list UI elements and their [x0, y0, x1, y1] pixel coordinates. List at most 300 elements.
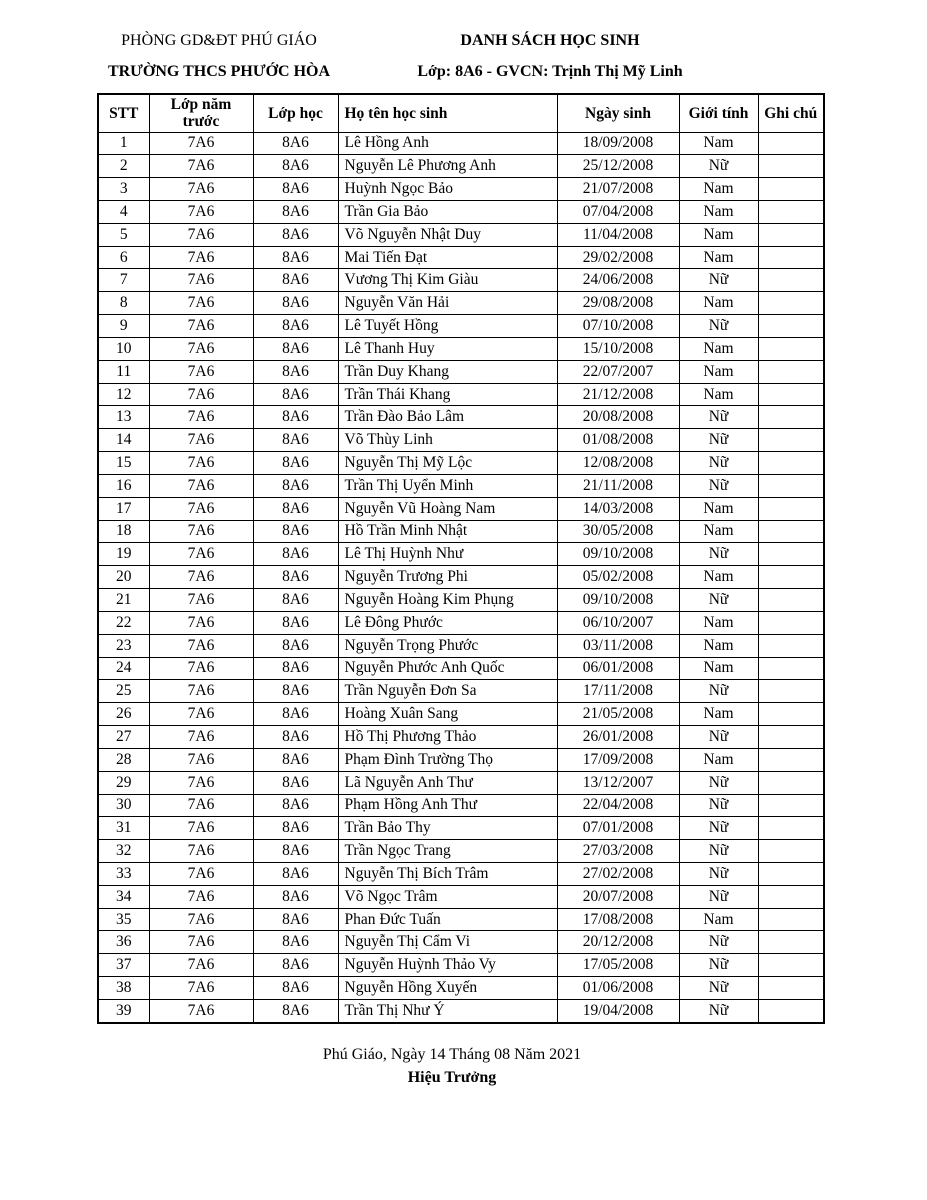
- cell-r23-c2: 8A6: [253, 634, 338, 657]
- cell-r21-c4: 09/10/2008: [557, 589, 679, 612]
- cell-r11-c1: 7A6: [149, 360, 253, 383]
- cell-r3-c5: Nam: [679, 178, 758, 201]
- cell-r23-c3: Nguyễn Trọng Phước: [338, 634, 557, 657]
- footer-signer: Hiệu Trưởng: [407, 1069, 497, 1086]
- cell-r18-c1: 7A6: [149, 520, 253, 543]
- cell-r8-c2: 8A6: [253, 292, 338, 315]
- column-header-5: Giới tính: [679, 94, 758, 132]
- cell-r6-c3: Mai Tiến Đạt: [338, 246, 557, 269]
- cell-r29-c6: [758, 771, 824, 794]
- cell-r1-c5: Nam: [679, 132, 758, 155]
- table-row: [98, 315, 824, 338]
- cell-r37-c1: 7A6: [149, 954, 253, 977]
- cell-r23-c0: 23: [98, 634, 149, 657]
- cell-r35-c6: [758, 908, 824, 931]
- cell-r8-c1: 7A6: [149, 292, 253, 315]
- cell-r10-c1: 7A6: [149, 337, 253, 360]
- cell-r23-c5: Nam: [679, 634, 758, 657]
- cell-r18-c6: [758, 520, 824, 543]
- table-row: [98, 908, 824, 931]
- cell-r4-c5: Nam: [679, 200, 758, 223]
- cell-r6-c5: Nam: [679, 246, 758, 269]
- table-row: [98, 383, 824, 406]
- cell-r27-c2: 8A6: [253, 726, 338, 749]
- cell-r11-c0: 11: [98, 360, 149, 383]
- cell-r24-c0: 24: [98, 657, 149, 680]
- cell-r5-c2: 8A6: [253, 223, 338, 246]
- cell-r6-c1: 7A6: [149, 246, 253, 269]
- table-row: [98, 863, 824, 886]
- cell-r24-c2: 8A6: [253, 657, 338, 680]
- header-right-block: [340, 32, 760, 81]
- cell-r13-c1: 7A6: [149, 406, 253, 429]
- cell-r19-c5: Nữ: [679, 543, 758, 566]
- cell-r12-c5: Nam: [679, 383, 758, 406]
- cell-r2-c6: [758, 155, 824, 178]
- cell-r32-c0: 32: [98, 840, 149, 863]
- cell-r24-c5: Nam: [679, 657, 758, 680]
- cell-r26-c4: 21/05/2008: [557, 703, 679, 726]
- cell-r39-c0: 39: [98, 999, 149, 1023]
- cell-r15-c4: 12/08/2008: [557, 452, 679, 475]
- table-row: [98, 999, 824, 1023]
- cell-r3-c2: 8A6: [253, 178, 338, 201]
- table-row: [98, 543, 824, 566]
- cell-r29-c0: 29: [98, 771, 149, 794]
- cell-r25-c3: Trần Nguyễn Đơn Sa: [338, 680, 557, 703]
- cell-r22-c3: Lê Đông Phước: [338, 611, 557, 634]
- cell-r25-c0: 25: [98, 680, 149, 703]
- header-left-block: [104, 32, 334, 81]
- cell-r32-c2: 8A6: [253, 840, 338, 863]
- table-row: [98, 840, 824, 863]
- cell-r8-c4: 29/08/2008: [557, 292, 679, 315]
- cell-r11-c5: Nam: [679, 360, 758, 383]
- cell-r9-c5: Nữ: [679, 315, 758, 338]
- cell-r38-c4: 01/06/2008: [557, 977, 679, 1000]
- cell-r34-c2: 8A6: [253, 885, 338, 908]
- cell-r32-c4: 27/03/2008: [557, 840, 679, 863]
- cell-r4-c1: 7A6: [149, 200, 253, 223]
- table-row: [98, 931, 824, 954]
- cell-r24-c4: 06/01/2008: [557, 657, 679, 680]
- cell-r10-c6: [758, 337, 824, 360]
- table-row: [98, 200, 824, 223]
- cell-r5-c0: 5: [98, 223, 149, 246]
- cell-r25-c2: 8A6: [253, 680, 338, 703]
- cell-r12-c3: Trần Thái Khang: [338, 383, 557, 406]
- cell-r38-c3: Nguyễn Hồng Xuyến: [338, 977, 557, 1000]
- cell-r21-c1: 7A6: [149, 589, 253, 612]
- cell-r22-c6: [758, 611, 824, 634]
- cell-r36-c0: 36: [98, 931, 149, 954]
- cell-r36-c5: Nữ: [679, 931, 758, 954]
- cell-r24-c3: Nguyễn Phước Anh Quốc: [338, 657, 557, 680]
- cell-r4-c0: 4: [98, 200, 149, 223]
- cell-r15-c3: Nguyễn Thị Mỹ Lộc: [338, 452, 557, 475]
- table-row: [98, 589, 824, 612]
- table-row: [98, 406, 824, 429]
- cell-r35-c2: 8A6: [253, 908, 338, 931]
- cell-r8-c5: Nam: [679, 292, 758, 315]
- cell-r26-c5: Nam: [679, 703, 758, 726]
- table-row: [98, 360, 824, 383]
- cell-r32-c6: [758, 840, 824, 863]
- cell-r1-c3: Lê Hồng Anh: [338, 132, 557, 155]
- cell-r20-c3: Nguyễn Trương Phi: [338, 566, 557, 589]
- cell-r12-c6: [758, 383, 824, 406]
- table-row: [98, 429, 824, 452]
- cell-r23-c1: 7A6: [149, 634, 253, 657]
- cell-r28-c0: 28: [98, 748, 149, 771]
- column-header-2: Lớp học: [253, 94, 338, 132]
- cell-r27-c4: 26/01/2008: [557, 726, 679, 749]
- cell-r16-c1: 7A6: [149, 474, 253, 497]
- cell-r4-c3: Trần Gia Bảo: [338, 200, 557, 223]
- cell-r32-c3: Trần Ngọc Trang: [338, 840, 557, 863]
- cell-r3-c3: Huỳnh Ngọc Bảo: [338, 178, 557, 201]
- cell-r35-c0: 35: [98, 908, 149, 931]
- cell-r27-c3: Hồ Thị Phương Thảo: [338, 726, 557, 749]
- cell-r2-c2: 8A6: [253, 155, 338, 178]
- cell-r18-c3: Hồ Trần Minh Nhật: [338, 520, 557, 543]
- cell-r19-c4: 09/10/2008: [557, 543, 679, 566]
- cell-r30-c3: Phạm Hồng Anh Thư: [338, 794, 557, 817]
- cell-r7-c4: 24/06/2008: [557, 269, 679, 292]
- cell-r14-c6: [758, 429, 824, 452]
- cell-r24-c6: [758, 657, 824, 680]
- cell-r3-c0: 3: [98, 178, 149, 201]
- cell-r17-c1: 7A6: [149, 497, 253, 520]
- cell-r33-c4: 27/02/2008: [557, 863, 679, 886]
- table-row: [98, 748, 824, 771]
- class-info: Lớp: 8A6 - GVCN: Trịnh Thị Mỹ Linh: [417, 63, 683, 80]
- cell-r2-c1: 7A6: [149, 155, 253, 178]
- table-row: [98, 474, 824, 497]
- cell-r29-c1: 7A6: [149, 771, 253, 794]
- cell-r38-c6: [758, 977, 824, 1000]
- cell-r1-c6: [758, 132, 824, 155]
- cell-r13-c5: Nữ: [679, 406, 758, 429]
- cell-r11-c6: [758, 360, 824, 383]
- cell-r34-c4: 20/07/2008: [557, 885, 679, 908]
- cell-r6-c0: 6: [98, 246, 149, 269]
- cell-r33-c3: Nguyễn Thị Bích Trâm: [338, 863, 557, 886]
- cell-r14-c1: 7A6: [149, 429, 253, 452]
- cell-r39-c2: 8A6: [253, 999, 338, 1023]
- cell-r36-c6: [758, 931, 824, 954]
- cell-r37-c4: 17/05/2008: [557, 954, 679, 977]
- cell-r19-c6: [758, 543, 824, 566]
- cell-r35-c3: Phan Đức Tuấn: [338, 908, 557, 931]
- cell-r11-c3: Trần Duy Khang: [338, 360, 557, 383]
- cell-r26-c2: 8A6: [253, 703, 338, 726]
- cell-r17-c3: Nguyễn Vũ Hoàng Nam: [338, 497, 557, 520]
- column-header-3: Họ tên học sinh: [338, 94, 557, 132]
- cell-r26-c1: 7A6: [149, 703, 253, 726]
- column-header-0: STT: [98, 94, 149, 132]
- cell-r16-c6: [758, 474, 824, 497]
- cell-r25-c1: 7A6: [149, 680, 253, 703]
- cell-r39-c6: [758, 999, 824, 1023]
- cell-r21-c2: 8A6: [253, 589, 338, 612]
- cell-r31-c5: Nữ: [679, 817, 758, 840]
- table-row: [98, 132, 824, 155]
- cell-r15-c6: [758, 452, 824, 475]
- cell-r36-c2: 8A6: [253, 931, 338, 954]
- cell-r38-c2: 8A6: [253, 977, 338, 1000]
- cell-r30-c1: 7A6: [149, 794, 253, 817]
- cell-r13-c4: 20/08/2008: [557, 406, 679, 429]
- cell-r13-c0: 13: [98, 406, 149, 429]
- cell-r33-c2: 8A6: [253, 863, 338, 886]
- cell-r17-c2: 8A6: [253, 497, 338, 520]
- table-row: [98, 520, 824, 543]
- cell-r15-c5: Nữ: [679, 452, 758, 475]
- cell-r38-c0: 38: [98, 977, 149, 1000]
- cell-r34-c6: [758, 885, 824, 908]
- cell-r14-c2: 8A6: [253, 429, 338, 452]
- cell-r24-c1: 7A6: [149, 657, 253, 680]
- cell-r12-c1: 7A6: [149, 383, 253, 406]
- cell-r22-c4: 06/10/2007: [557, 611, 679, 634]
- cell-r22-c1: 7A6: [149, 611, 253, 634]
- cell-r15-c2: 8A6: [253, 452, 338, 475]
- cell-r21-c0: 21: [98, 589, 149, 612]
- footer-block: [0, 1046, 904, 1087]
- table-row: [98, 269, 824, 292]
- cell-r2-c5: Nữ: [679, 155, 758, 178]
- table-row: [98, 566, 824, 589]
- table-row: [98, 771, 824, 794]
- cell-r28-c2: 8A6: [253, 748, 338, 771]
- cell-r11-c2: 8A6: [253, 360, 338, 383]
- document-title: DANH SÁCH HỌC SINH: [460, 32, 640, 49]
- cell-r19-c2: 8A6: [253, 543, 338, 566]
- column-header-4: Ngày sinh: [557, 94, 679, 132]
- cell-r21-c5: Nữ: [679, 589, 758, 612]
- cell-r10-c2: 8A6: [253, 337, 338, 360]
- cell-r30-c4: 22/04/2008: [557, 794, 679, 817]
- cell-r11-c4: 22/07/2007: [557, 360, 679, 383]
- cell-r10-c3: Lê Thanh Huy: [338, 337, 557, 360]
- cell-r18-c2: 8A6: [253, 520, 338, 543]
- cell-r34-c0: 34: [98, 885, 149, 908]
- cell-r2-c0: 2: [98, 155, 149, 178]
- cell-r29-c2: 8A6: [253, 771, 338, 794]
- cell-r18-c4: 30/05/2008: [557, 520, 679, 543]
- cell-r9-c0: 9: [98, 315, 149, 338]
- cell-r8-c6: [758, 292, 824, 315]
- cell-r12-c2: 8A6: [253, 383, 338, 406]
- cell-r36-c1: 7A6: [149, 931, 253, 954]
- cell-r5-c6: [758, 223, 824, 246]
- cell-r21-c3: Nguyễn Hoàng Kim Phụng: [338, 589, 557, 612]
- cell-r37-c0: 37: [98, 954, 149, 977]
- cell-r31-c4: 07/01/2008: [557, 817, 679, 840]
- cell-r27-c5: Nữ: [679, 726, 758, 749]
- cell-r28-c5: Nam: [679, 748, 758, 771]
- cell-r14-c0: 14: [98, 429, 149, 452]
- cell-r19-c0: 19: [98, 543, 149, 566]
- cell-r9-c1: 7A6: [149, 315, 253, 338]
- cell-r31-c0: 31: [98, 817, 149, 840]
- cell-r14-c4: 01/08/2008: [557, 429, 679, 452]
- table-row: [98, 292, 824, 315]
- cell-r33-c1: 7A6: [149, 863, 253, 886]
- table-row: [98, 657, 824, 680]
- student-list-table: [97, 93, 825, 1024]
- cell-r4-c2: 8A6: [253, 200, 338, 223]
- cell-r39-c1: 7A6: [149, 999, 253, 1023]
- cell-r10-c4: 15/10/2008: [557, 337, 679, 360]
- cell-r18-c0: 18: [98, 520, 149, 543]
- cell-r34-c3: Võ Ngọc Trâm: [338, 885, 557, 908]
- cell-r4-c4: 07/04/2008: [557, 200, 679, 223]
- cell-r6-c2: 8A6: [253, 246, 338, 269]
- cell-r5-c4: 11/04/2008: [557, 223, 679, 246]
- table-row: [98, 680, 824, 703]
- cell-r33-c6: [758, 863, 824, 886]
- table-row: [98, 817, 824, 840]
- cell-r9-c6: [758, 315, 824, 338]
- cell-r16-c5: Nữ: [679, 474, 758, 497]
- cell-r28-c4: 17/09/2008: [557, 748, 679, 771]
- cell-r3-c1: 7A6: [149, 178, 253, 201]
- cell-r37-c2: 8A6: [253, 954, 338, 977]
- cell-r31-c2: 8A6: [253, 817, 338, 840]
- cell-r7-c3: Vương Thị Kim Giàu: [338, 269, 557, 292]
- table-header-row: [98, 94, 824, 132]
- cell-r10-c0: 10: [98, 337, 149, 360]
- cell-r32-c1: 7A6: [149, 840, 253, 863]
- table-row: [98, 954, 824, 977]
- cell-r2-c3: Nguyễn Lê Phương Anh: [338, 155, 557, 178]
- cell-r3-c4: 21/07/2008: [557, 178, 679, 201]
- cell-r9-c3: Lê Tuyết Hồng: [338, 315, 557, 338]
- cell-r32-c5: Nữ: [679, 840, 758, 863]
- cell-r20-c2: 8A6: [253, 566, 338, 589]
- table-row: [98, 885, 824, 908]
- cell-r6-c6: [758, 246, 824, 269]
- cell-r10-c5: Nam: [679, 337, 758, 360]
- cell-r7-c0: 7: [98, 269, 149, 292]
- cell-r7-c1: 7A6: [149, 269, 253, 292]
- cell-r20-c6: [758, 566, 824, 589]
- org-department: PHÒNG GD&ĐT PHÚ GIÁO: [121, 32, 317, 49]
- cell-r6-c4: 29/02/2008: [557, 246, 679, 269]
- cell-r12-c0: 12: [98, 383, 149, 406]
- cell-r8-c3: Nguyễn Văn Hải: [338, 292, 557, 315]
- table-row: [98, 337, 824, 360]
- cell-r20-c1: 7A6: [149, 566, 253, 589]
- cell-r28-c3: Phạm Đình Trường Thọ: [338, 748, 557, 771]
- cell-r25-c6: [758, 680, 824, 703]
- cell-r4-c6: [758, 200, 824, 223]
- cell-r19-c3: Lê Thị Huỳnh Như: [338, 543, 557, 566]
- cell-r29-c4: 13/12/2007: [557, 771, 679, 794]
- cell-r15-c1: 7A6: [149, 452, 253, 475]
- cell-r37-c3: Nguyễn Huỳnh Thảo Vy: [338, 954, 557, 977]
- table-row: [98, 246, 824, 269]
- cell-r39-c5: Nữ: [679, 999, 758, 1023]
- table-row: [98, 155, 824, 178]
- cell-r26-c0: 26: [98, 703, 149, 726]
- cell-r25-c5: Nữ: [679, 680, 758, 703]
- cell-r1-c0: 1: [98, 132, 149, 155]
- table-row: [98, 611, 824, 634]
- cell-r35-c1: 7A6: [149, 908, 253, 931]
- cell-r5-c5: Nam: [679, 223, 758, 246]
- cell-r21-c6: [758, 589, 824, 612]
- org-school: TRƯỜNG THCS PHƯỚC HÒA: [107, 63, 331, 80]
- cell-r23-c4: 03/11/2008: [557, 634, 679, 657]
- cell-r28-c1: 7A6: [149, 748, 253, 771]
- cell-r1-c4: 18/09/2008: [557, 132, 679, 155]
- cell-r3-c6: [758, 178, 824, 201]
- cell-r1-c1: 7A6: [149, 132, 253, 155]
- table-row: [98, 726, 824, 749]
- cell-r35-c5: Nam: [679, 908, 758, 931]
- cell-r38-c1: 7A6: [149, 977, 253, 1000]
- cell-r36-c3: Nguyễn Thị Cẩm Vi: [338, 931, 557, 954]
- table-row: [98, 497, 824, 520]
- cell-r13-c6: [758, 406, 824, 429]
- table-row: [98, 634, 824, 657]
- table-row: [98, 794, 824, 817]
- cell-r26-c3: Hoàng Xuân Sang: [338, 703, 557, 726]
- column-header-1: Lớp năm trước: [149, 94, 253, 132]
- cell-r19-c1: 7A6: [149, 543, 253, 566]
- cell-r27-c1: 7A6: [149, 726, 253, 749]
- cell-r17-c6: [758, 497, 824, 520]
- cell-r7-c2: 8A6: [253, 269, 338, 292]
- cell-r16-c2: 8A6: [253, 474, 338, 497]
- cell-r34-c5: Nữ: [679, 885, 758, 908]
- cell-r9-c4: 07/10/2008: [557, 315, 679, 338]
- cell-r2-c4: 25/12/2008: [557, 155, 679, 178]
- cell-r14-c5: Nữ: [679, 429, 758, 452]
- table-row: [98, 977, 824, 1000]
- cell-r29-c5: Nữ: [679, 771, 758, 794]
- table-row: [98, 178, 824, 201]
- cell-r5-c3: Võ Nguyễn Nhật Duy: [338, 223, 557, 246]
- cell-r33-c5: Nữ: [679, 863, 758, 886]
- cell-r30-c2: 8A6: [253, 794, 338, 817]
- cell-r26-c6: [758, 703, 824, 726]
- cell-r15-c0: 15: [98, 452, 149, 475]
- cell-r20-c5: Nam: [679, 566, 758, 589]
- cell-r20-c4: 05/02/2008: [557, 566, 679, 589]
- cell-r37-c5: Nữ: [679, 954, 758, 977]
- cell-r27-c6: [758, 726, 824, 749]
- cell-r7-c6: [758, 269, 824, 292]
- cell-r5-c1: 7A6: [149, 223, 253, 246]
- cell-r16-c4: 21/11/2008: [557, 474, 679, 497]
- cell-r22-c2: 8A6: [253, 611, 338, 634]
- cell-r31-c1: 7A6: [149, 817, 253, 840]
- cell-r16-c3: Trần Thị Uyển Minh: [338, 474, 557, 497]
- cell-r7-c5: Nữ: [679, 269, 758, 292]
- cell-r34-c1: 7A6: [149, 885, 253, 908]
- cell-r35-c4: 17/08/2008: [557, 908, 679, 931]
- cell-r38-c5: Nữ: [679, 977, 758, 1000]
- table-row: [98, 452, 824, 475]
- cell-r22-c0: 22: [98, 611, 149, 634]
- table-row: [98, 703, 824, 726]
- cell-r16-c0: 16: [98, 474, 149, 497]
- cell-r31-c3: Trần Bảo Thy: [338, 817, 557, 840]
